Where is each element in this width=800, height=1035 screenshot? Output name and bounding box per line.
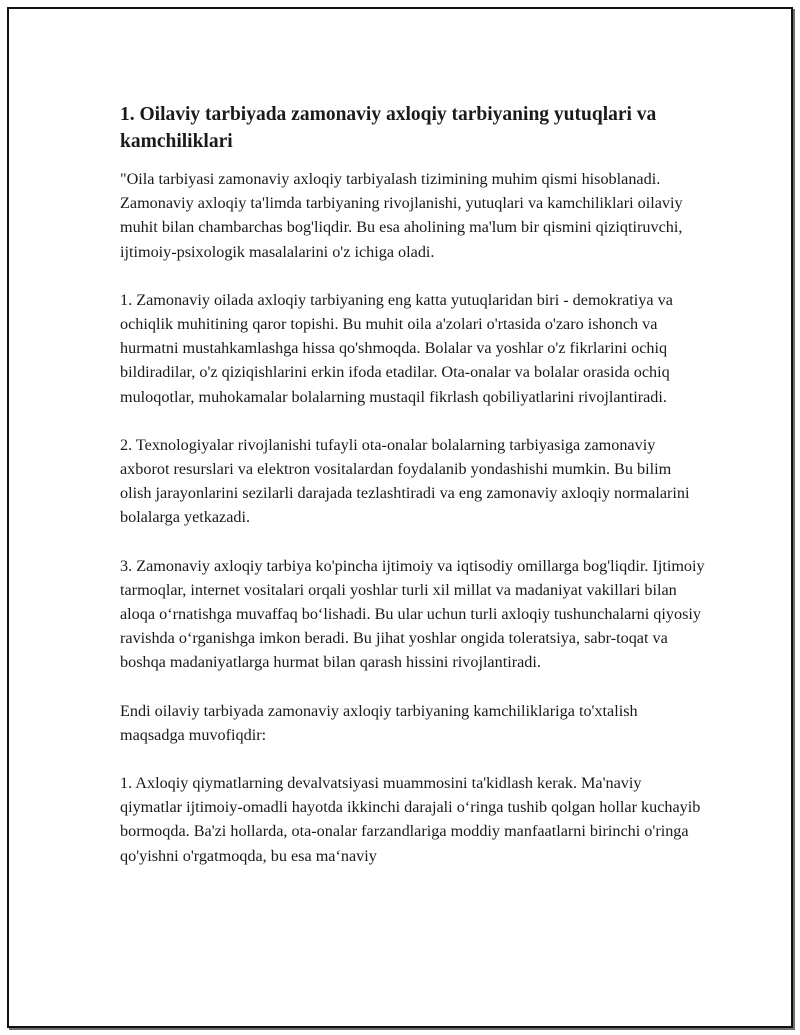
paragraph-transition: Endi oilaviy tarbiyada zamonaviy axloqiy tarbiyaning kamchiliklariga to'xtalish maqsadga muvofiqdir: [120, 701, 638, 744]
paragraph-shortcoming-1: 1. Axloqiy qiymatlarning devalvatsiyasi muammosini ta'kidlash kerak. Ma'naviy qiymatlar ijtimoiy-omadli hayotda ikkinchi darajali o‘ringa tushib qolgan hollar kuchayib bormoqda. Ba'zi hollarda, ota-onalar farzandlariga moddiy manfaatlarni birinchi o'ringa qo'yishni o'rgatmoqda, bu esa ma‘naviy [120, 774, 701, 865]
document-body [120, 101, 705, 868]
paragraph-intro: "Oila tarbiyasi zamonaviy axloqiy tarbiyalash tizimining muhim qismi hisoblanadi. Zamonaviy axloqiy ta'limda tarbiyaning rivojlanishi, yutuqlari va kamchiliklari oilaviy muhit bilan chambarchas bog'liqdir. Bu esa aholining ma'lum bir qismini qiziqtiruvchi, ijtimoiy-psixologik masalalarini o'z ichiga oladi. [120, 170, 683, 261]
section-heading: 1. Oilaviy tarbiyada zamonaviy axloqiy tarbiyaning yutuqlari va kamchiliklari [120, 104, 657, 152]
paragraph-achievement-1: 1. Zamonaviy oilada axloqiy tarbiyaning eng katta yutuqlaridan biri - demokratiya va ochiqlik muhitining qaror topishi. Bu muhit oila a'zolari o'rtasida o'zaro ishonch va hurmatni mustahkamlashga hissa qo'shmoqda. Bolalar va yoshlar o'z fikrlarini ochiq bildiradilar, o'z qiziqishlarini erkin ifoda etadilar. Ota-onalar va bolalar orasida ochiq muloqotlar, muhokamalar bolalarning mustaqil fikrlash qobiliyatlarini rivojlantiradi. [120, 290, 673, 406]
paragraph-achievement-3: 3. Zamonaviy axloqiy tarbiya ko'pincha ijtimoiy va iqtisodiy omillarga bog'liqdir. Ijtimoiy tarmoqlar, internet vositalari orqali yoshlar turli xil millat va madaniyat vakillari bilan aloqa o‘rnatishga muvaffaq bo‘lishadi. Bu ular uchun turli axloqiy tushunchalarni qiyosiy ravishda o‘rganishga imkon beradi. Bu jihat yoshlar ongida toleratsiya, sabr-toqat va boshqa madaniyatlarga hurmat bilan qarash hissini rivojlantiradi. [120, 556, 705, 672]
document-page [7, 7, 793, 1028]
paragraph-achievement-2: 2. Texnologiyalar rivojlanishi tufayli ota-onalar bolalarning tarbiyasiga zamonaviy axborot resurslari va elektron vositalardan foydalanib yondashishi mumkin. Bu bilim olish jarayonlarini sezilarli darajada tezlashtiradi va eng zamonaviy axloqiy normalarini bolalarga yetkazadi. [120, 435, 690, 527]
